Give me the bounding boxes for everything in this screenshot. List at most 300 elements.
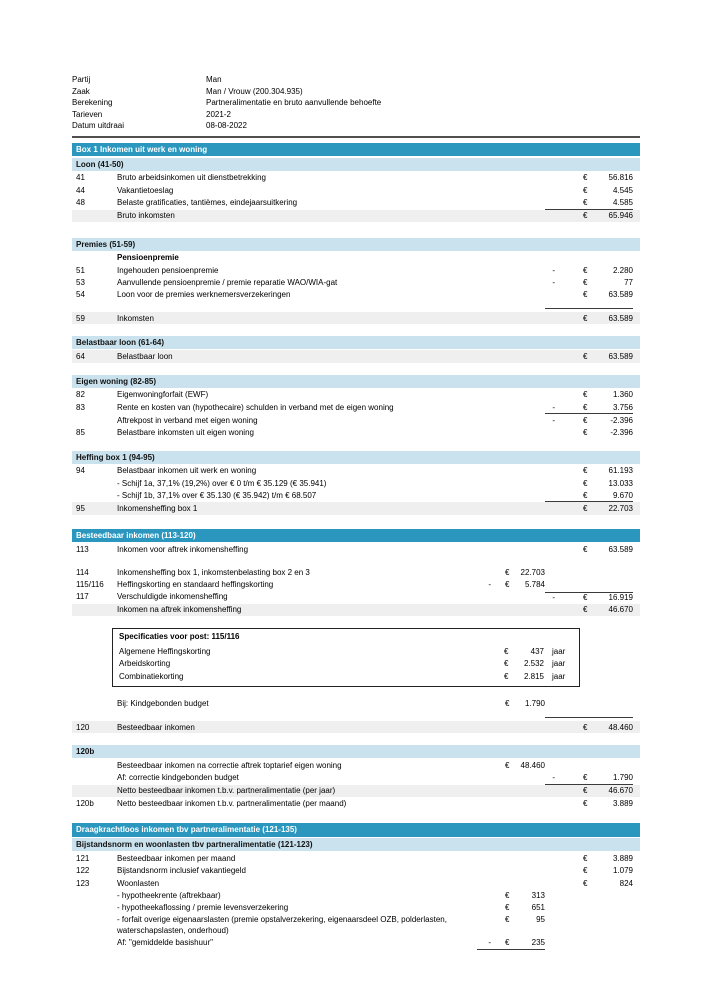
report-row [72, 252, 640, 264]
report-row [72, 477, 640, 489]
report-row [72, 184, 640, 196]
report-row [72, 426, 640, 438]
minus-sign [545, 723, 555, 734]
report-row [72, 721, 640, 733]
amount-group-right [545, 466, 633, 477]
report-row [72, 277, 640, 289]
amount-value: 651 [531, 903, 545, 913]
euro-sign: € [583, 351, 588, 361]
row-label: - Schijf 1a, 37,1% (19,2%) over € 0 t/m € 35.129 (€ 35.941) [117, 478, 327, 488]
minus-sign [545, 605, 555, 616]
minus-sign [476, 659, 490, 670]
report-row [72, 865, 640, 877]
amount-value: 9.670 [612, 490, 633, 500]
row-label: Belastbaar loon [117, 351, 173, 361]
minus-sign [477, 568, 491, 579]
row-label: Arbeidskorting [119, 659, 171, 669]
amount-group-right [545, 854, 633, 865]
section-gap [72, 222, 640, 238]
section-gap [72, 439, 640, 451]
euro-sign: € [583, 490, 588, 500]
minus-sign [545, 198, 555, 209]
amount-group-mid [477, 580, 545, 591]
row-number: 121 [76, 853, 90, 863]
row-label: - hypotheekrente (aftrekbaar) [117, 890, 221, 900]
specification-row [113, 645, 579, 658]
amount-value: 77 [624, 278, 633, 288]
section-gap [72, 809, 640, 823]
report-row [72, 172, 640, 184]
report-row [72, 210, 640, 222]
sum-line [545, 717, 633, 721]
amount-group-right [545, 879, 633, 890]
report-row [72, 698, 640, 710]
row-label: Eigenwoningforfait (EWF) [117, 390, 209, 400]
amount-value: 46.670 [608, 786, 633, 796]
report-row [72, 914, 640, 937]
report-row [72, 264, 640, 276]
euro-sign: € [505, 903, 510, 913]
amount-group-right [545, 352, 633, 363]
amount-group-right [545, 799, 633, 810]
section-header-sub: Belastbaar loon (61-64) [72, 336, 640, 349]
amount-group-right [545, 428, 633, 439]
amount-group-right [545, 773, 633, 785]
meta-label: Zaak [72, 86, 90, 96]
euro-sign: € [583, 265, 588, 275]
row-number: 44 [76, 185, 85, 195]
minus-sign: - [552, 415, 555, 425]
amount-group-right [545, 211, 633, 222]
minus-sign [545, 799, 555, 810]
euro-sign: € [504, 646, 509, 656]
amount-value: 313 [531, 890, 545, 900]
row-label: Aftrekpost in verband met eigen woning [117, 415, 258, 425]
minus-sign [545, 428, 555, 439]
amount-value: 3.889 [612, 798, 633, 808]
section-header-main: Box 1 Inkomen uit werk en woning [72, 143, 640, 157]
section-header-main: Besteedbaar inkomen (113-120) [72, 529, 640, 543]
report-row [72, 759, 640, 771]
row-label: Besteedbaar inkomen na correctie aftrek toptarief eigen woning [117, 760, 342, 770]
amount-group-right [545, 723, 633, 734]
amount-group-mid [477, 915, 545, 926]
unit-label: jaar [552, 646, 566, 656]
amount-value: 48.460 [608, 722, 633, 732]
minus-sign [545, 491, 555, 502]
amount-group-mid [477, 891, 545, 902]
meta-block [72, 74, 640, 132]
row-label: Inkomen na aftrek inkomensheffing [117, 605, 242, 615]
minus-sign [545, 390, 555, 401]
report-row [72, 772, 640, 785]
minus-sign [477, 699, 491, 710]
amount-value: -2.396 [610, 427, 633, 437]
amount-group-right [545, 416, 633, 427]
euro-sign: € [583, 278, 588, 288]
row-number: 48 [76, 198, 85, 208]
euro-sign: € [505, 699, 510, 709]
report-row [72, 852, 640, 864]
report-row [72, 877, 640, 889]
euro-sign: € [505, 938, 510, 948]
amount-value: 1.360 [612, 390, 633, 400]
euro-sign: € [583, 185, 588, 195]
report-row [72, 414, 640, 426]
row-label: Combinatiekorting [119, 671, 184, 681]
row-label: Woonlasten [117, 878, 160, 888]
row-label: Bruto inkomsten [117, 211, 175, 221]
row-label: Bij: Kindgebonden budget [117, 699, 209, 709]
report-row [72, 785, 640, 797]
minus-sign: - [552, 265, 555, 275]
row-label: Inkomensheffing box 1 [117, 503, 198, 513]
euro-sign: € [583, 313, 588, 323]
amount-group-right [545, 545, 633, 556]
section-gap [72, 324, 640, 336]
euro-sign: € [583, 173, 588, 183]
section-gap [72, 616, 640, 626]
report-row [72, 502, 640, 514]
row-number: 51 [76, 265, 85, 275]
minus-sign [476, 647, 490, 658]
amount-value: 2.532 [523, 659, 544, 669]
section-header-sub: Loon (41-50) [72, 158, 640, 171]
euro-sign: € [583, 390, 588, 400]
amount-group-right [545, 186, 633, 197]
amount-group-right [545, 605, 633, 616]
minus-sign [545, 211, 555, 222]
report-row [72, 401, 640, 414]
row-number: 41 [76, 173, 85, 183]
euro-sign: € [583, 786, 588, 796]
report-body [72, 143, 640, 950]
minus-sign: - [552, 278, 555, 288]
section-header-sub: 120b [72, 745, 640, 758]
row-label: Belastbaar inkomen uit werk en woning [117, 466, 257, 476]
row-label: Netto besteedbaar inkomen t.b.v. partneralimentatie (per maand) [117, 798, 347, 808]
row-number: 95 [76, 503, 85, 513]
amount-group-mid [476, 659, 544, 670]
row-number: 123 [76, 878, 90, 888]
euro-sign: € [505, 760, 510, 770]
row-number: 82 [76, 390, 85, 400]
meta-label: Datum uitdraai [72, 121, 125, 131]
row-label: Besteedbaar inkomen [117, 722, 195, 732]
minus-sign [545, 786, 555, 797]
minus-sign: - [552, 773, 555, 783]
minus-sign [477, 891, 491, 902]
report-row [72, 591, 640, 604]
row-label: - forfait overige eigenaarslasten (premie opstalverzekering, eigenaarsdeel OZB, polderlasten, waterschapslasten, onderhoud) [117, 915, 447, 936]
amount-group-right [545, 390, 633, 401]
amount-group-mid [476, 647, 544, 658]
amount-value: 46.670 [608, 605, 633, 615]
row-number: 117 [76, 592, 89, 602]
euro-sign: € [583, 545, 588, 555]
amount-group-right [545, 290, 633, 301]
meta-value: Partneralimentatie en bruto aanvullende behoefte [206, 98, 382, 108]
row-label: Bruto arbeidsinkomen uit dienstbetrekking [117, 173, 266, 183]
report-row [72, 312, 640, 324]
amount-value: 1.079 [612, 866, 633, 876]
euro-sign: € [504, 659, 509, 669]
euro-sign: € [583, 198, 588, 208]
amount-group-right [545, 198, 633, 210]
euro-sign: € [583, 853, 588, 863]
amount-group-right [545, 592, 633, 604]
euro-sign: € [505, 579, 510, 589]
meta-row [72, 109, 640, 121]
amount-group-right [545, 314, 633, 325]
amount-value: 824 [619, 878, 633, 888]
report-page [72, 74, 640, 950]
row-label: Verschuldigde inkomensheffing [117, 592, 228, 602]
amount-value: 2.815 [523, 671, 544, 681]
row-number: 120 [76, 722, 90, 732]
row-label: Af: correctie kindgebonden budget [117, 773, 239, 783]
euro-sign: € [583, 478, 588, 488]
euro-sign: € [504, 671, 509, 681]
row-label: Vakantietoeslag [117, 185, 174, 195]
amount-value: 5.784 [524, 579, 545, 589]
section-header-sub: Heffing box 1 (94-95) [72, 451, 640, 464]
report-row [72, 465, 640, 477]
amount-value: 63.589 [608, 313, 633, 323]
amount-group-right [545, 786, 633, 797]
minus-sign [545, 290, 555, 301]
amount-value: 63.589 [608, 290, 633, 300]
row-number: 122 [76, 866, 90, 876]
unit-label: jaar [552, 671, 566, 681]
amount-group-right [545, 479, 633, 490]
minus-sign [545, 466, 555, 477]
row-label: Af: "gemiddelde basishuur" [117, 938, 213, 948]
report-row [72, 197, 640, 210]
minus-sign [545, 186, 555, 197]
euro-sign: € [583, 415, 588, 425]
euro-sign: € [583, 593, 588, 603]
amount-value: 56.816 [608, 173, 633, 183]
euro-sign: € [583, 427, 588, 437]
amount-group-mid [476, 672, 544, 683]
meta-label: Tarieven [72, 109, 103, 119]
sum-line-row [72, 301, 640, 312]
specification-row [113, 658, 579, 671]
report-row [72, 604, 640, 616]
sum-line [545, 308, 633, 312]
report-row [72, 937, 640, 950]
amount-value: 437 [530, 646, 544, 656]
specification-row [113, 670, 579, 683]
row-number: 120b [76, 798, 94, 808]
row-label: Inkomensheffing box 1, inkomstenbelasting box 2 en 3 [117, 567, 310, 577]
amount-value: 95 [536, 915, 545, 925]
amount-group-mid [477, 761, 545, 772]
amount-group-mid [477, 568, 545, 579]
amount-value: 48.460 [520, 760, 545, 770]
report-row [72, 350, 640, 362]
minus-sign [477, 761, 491, 772]
row-label: - hypotheekaflossing / premie levensverzekering [117, 903, 289, 913]
euro-sign: € [583, 798, 588, 808]
minus-sign [545, 854, 555, 865]
row-number: 114 [76, 567, 89, 577]
row-number: 64 [76, 351, 85, 361]
amount-group-right [545, 278, 633, 289]
report-row [72, 289, 640, 301]
minus-sign [545, 545, 555, 556]
minus-sign: - [552, 402, 555, 412]
row-label: - Schijf 1b, 37,1% over € 35.130 (€ 35.942) t/m € 68.507 [117, 490, 317, 500]
amount-group-right [545, 504, 633, 515]
amount-group-mid [477, 903, 545, 914]
row-label: Belaste gratificaties, tantièmes, eindejaarsuitkering [117, 198, 298, 208]
row-label: Inkomen voor aftrek inkomensheffing [117, 545, 249, 555]
amount-value: 22.703 [520, 567, 545, 577]
minus-sign [476, 672, 490, 683]
meta-label: Partij [72, 75, 91, 84]
amount-group-mid [477, 699, 545, 710]
row-label: Loon voor de premies werknemersverzekeringen [117, 290, 291, 300]
section-gap [72, 556, 640, 566]
amount-value: -2.396 [610, 415, 633, 425]
section-header-sub: Bijstandsnorm en woonlasten tbv partneralimentatie (121-123) [72, 838, 640, 851]
euro-sign: € [583, 466, 588, 476]
amount-value: 4.585 [612, 198, 633, 208]
amount-group-right [545, 173, 633, 184]
section-header-main: Draagkrachtloos inkomen tbv partneralimentatie (121-135) [72, 823, 640, 837]
report-row [72, 902, 640, 914]
section-gap [72, 363, 640, 375]
euro-sign: € [583, 290, 588, 300]
meta-value: 2021-2 [206, 109, 231, 119]
minus-sign [545, 314, 555, 325]
report-row [72, 489, 640, 502]
row-label: Bijstandsnorm inclusief vakantiegeld [117, 866, 246, 876]
row-number: 59 [76, 313, 85, 323]
row-label: Algemene Heffingskorting [119, 646, 211, 656]
minus-sign [477, 915, 491, 926]
amount-value: 16.919 [608, 593, 633, 603]
minus-sign: - [488, 938, 491, 948]
meta-row [72, 120, 640, 132]
minus-sign [545, 866, 555, 877]
euro-sign: € [583, 402, 588, 412]
row-label: Heffingskorting en standaard heffingskorting [117, 579, 274, 589]
amount-value: 65.946 [608, 211, 633, 221]
sum-line-row [72, 710, 640, 721]
row-number: 115/116 [76, 579, 104, 589]
report-row [72, 566, 640, 578]
row-number: 94 [76, 466, 85, 476]
report-row [72, 578, 640, 590]
row-label: Pensioenpremie [117, 253, 179, 263]
amount-group-right [545, 403, 633, 415]
amount-group-right [545, 866, 633, 877]
row-label: Inkomsten [117, 313, 154, 323]
row-number: 54 [76, 290, 85, 300]
euro-sign: € [583, 722, 588, 732]
amount-value: 235 [531, 938, 545, 948]
euro-sign: € [505, 915, 510, 925]
amount-group-right [545, 266, 633, 277]
amount-value: 22.703 [608, 503, 633, 513]
specification-title: Specificaties voor post: 115/116 [119, 632, 240, 642]
row-label: Aanvullende pensioenpremie / premie reparatie WAO/WIA-gat [117, 278, 338, 288]
euro-sign: € [583, 866, 588, 876]
minus-sign [545, 352, 555, 363]
minus-sign [545, 879, 555, 890]
section-header-sub: Eigen woning (82-85) [72, 375, 640, 388]
report-row [72, 389, 640, 401]
section-gap [72, 687, 640, 698]
meta-row [72, 74, 640, 86]
meta-value: Man [206, 75, 222, 84]
minus-sign [545, 479, 555, 490]
euro-sign: € [583, 773, 588, 783]
report-row [72, 797, 640, 809]
amount-group-mid [477, 938, 545, 950]
amount-value: 2.280 [612, 265, 633, 275]
minus-sign [545, 504, 555, 515]
euro-sign: € [583, 503, 588, 513]
header-divider [72, 136, 640, 138]
meta-value: Man / Vrouw (200.304.935) [206, 86, 303, 96]
amount-value: 1.790 [612, 773, 633, 783]
report-row [72, 544, 640, 556]
amount-value: 4.545 [612, 185, 633, 195]
euro-sign: € [583, 878, 588, 888]
specification-box [112, 628, 580, 687]
amount-value: 1.790 [524, 699, 545, 709]
row-number: 83 [76, 402, 85, 412]
row-number: 53 [76, 278, 85, 288]
row-label: Ingehouden pensioenpremie [117, 265, 219, 275]
meta-value: 08-08-2022 [206, 121, 247, 131]
unit-label: jaar [552, 659, 566, 669]
amount-group-right [545, 491, 633, 503]
row-label: Besteedbaar inkomen per maand [117, 853, 236, 863]
section-gap [72, 733, 640, 745]
euro-sign: € [505, 890, 510, 900]
row-number: 113 [76, 545, 89, 555]
minus-sign [477, 903, 491, 914]
amount-value: 13.033 [608, 478, 633, 488]
meta-label: Berekening [72, 98, 113, 108]
section-header-sub: Premies (51-59) [72, 238, 640, 251]
amount-value: 63.589 [608, 351, 633, 361]
meta-row [72, 97, 640, 109]
euro-sign: € [505, 567, 510, 577]
euro-sign: € [583, 211, 588, 221]
section-gap [72, 515, 640, 529]
euro-sign: € [583, 605, 588, 615]
amount-value: 3.889 [612, 853, 633, 863]
row-number: 85 [76, 427, 85, 437]
amount-value: 61.193 [608, 466, 633, 476]
amount-value: 63.589 [608, 545, 633, 555]
minus-sign: - [488, 579, 491, 589]
report-row [72, 889, 640, 901]
row-label: Rente en kosten van (hypothecaire) schulden in verband met de eigen woning [117, 402, 394, 412]
row-label: Netto besteedbaar inkomen t.b.v. partneralimentatie (per jaar) [117, 786, 336, 796]
meta-row [72, 86, 640, 98]
minus-sign: - [552, 593, 555, 603]
amount-value: 3.756 [612, 402, 633, 412]
row-label: Belastbare inkomsten uit eigen woning [117, 427, 254, 437]
minus-sign [545, 173, 555, 184]
